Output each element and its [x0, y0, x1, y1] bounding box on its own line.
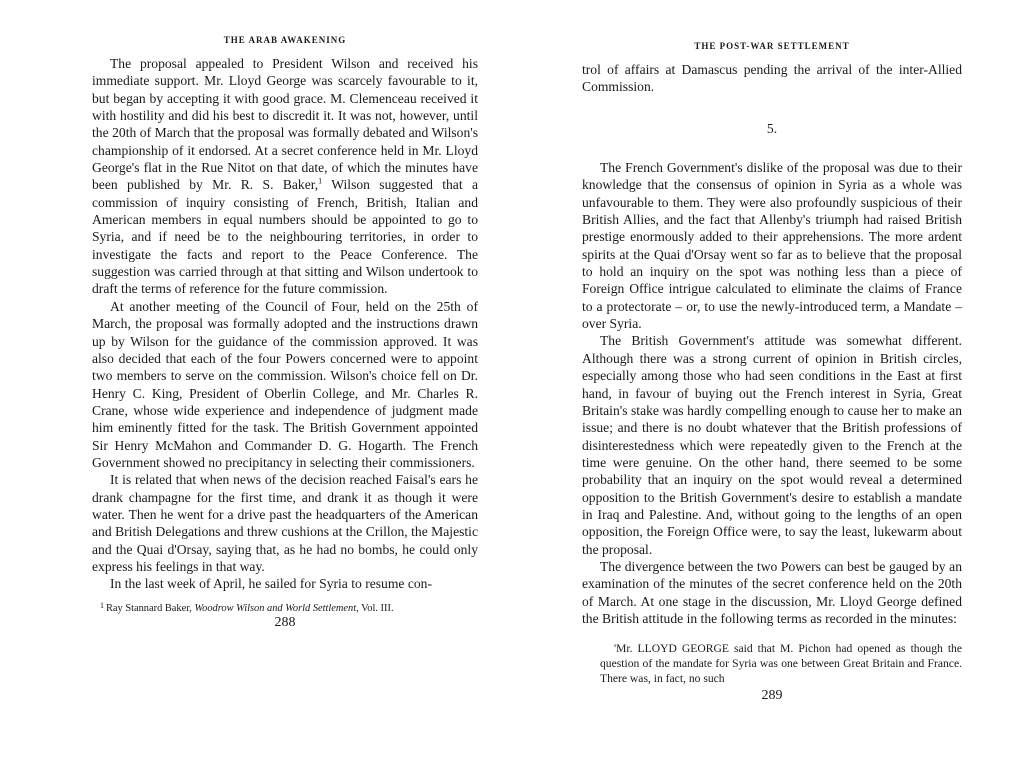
right-running-head: THE POST-WAR SETTLEMENT [694, 41, 850, 51]
right-continuation-paragraph: trol of affairs at Damascus pending the arrival of the inter-Allied Commission. [582, 62, 962, 95]
right-page-body [582, 61, 962, 627]
left-paragraph-1-text-b: Wilson suggested that a commission of inquiry consisting of French, British, Italian and American members in equal numbers should be appointed to go to Syria, and if need be to the neighbouring territories, in order to investigate the facts and report to the Peace Conference. The suggestion was carried through at that sitting and Wilson undertook to draft the terms of reference for the future commission. [92, 177, 478, 297]
left-running-head: THE ARAB AWAKENING [223, 35, 347, 45]
right-page [582, 0, 962, 704]
right-paragraph-2: The British Government's attitude was somewhat different. Although there was a strong current of opinion in British circles, especially among those who had seen conditions in the East at first hand, in favour of buying out the French interest in Syria, Great Britain's stake was hardly compelling enough to cause her to make an issue; and there is no doubt whatever that the British professions of disinterestedness which were repeatedly given to the French at the time were genuine. On the other hand, there seemed to be some probability that an inquiry on the spot would reveal a determined opposition to the British Government's desire to establish a mandate in Iraq and Palestine. And, without going to the lengths of an open opposition, the Foreign Office were, to say the least, lukewarm about the proposal. [582, 333, 962, 557]
left-paragraph-1 [92, 55, 478, 298]
left-page-body [92, 55, 478, 593]
footnote-author: Ray Stannard Baker, [106, 602, 195, 614]
left-paragraph-3: It is related that when news of the decision reached Faisal's ears he drank champagne for the first time, and drank it as though it were water. Then he went for a drive past the headquarters of the American and British Delegations and threw cushions at the Crillon, the Majestic and the Quai d'Orsay, saying that, as he had no bombs, he could only express his feelings in that way. [92, 472, 478, 574]
footnote-mark: 1 [100, 600, 104, 610]
footnote [92, 599, 478, 615]
left-paragraph-4: In the last week of April, he sailed for Syria to resume con- [110, 576, 433, 592]
left-page-number: 288 [274, 614, 296, 630]
footnote-volume: , Vol. III. [356, 602, 394, 614]
footnote-title: Woodrow Wilson and World Settlement [194, 602, 357, 614]
right-paragraph-3: The divergence between the two Powers can best be gauged by an examination of the minutes of the secret conference held on the 20th of March. At one stage in the discussion, Mr. Lloyd George defined the British attitude in the following terms as recorded in the minutes: [582, 558, 962, 626]
section-number: 5. [766, 120, 778, 136]
right-page-number: 289 [761, 688, 783, 704]
footnote-reference-mark: 1 [318, 176, 323, 186]
left-paragraph-1-text-a: The proposal appealed to President Wilson and received his immediate support. Mr. Lloyd George was scarcely favourable to it, but began by accepting it with good grace. M. Clemenceau received it with hostility and did his best to discredit it. It was not, however, until the 20th of March that the proposal was formally debated and Wilson's championship of it endorsed. At a secret conference held in Mr. Lloyd George's flat in the Rue Nitot on that date, of which the minutes have been published by Mr. R. S. Baker, [92, 56, 478, 193]
left-page [92, 0, 478, 631]
block-quote: 'Mr. LLOYD GEORGE said that M. Pichon had opened as though the question of the mandate for Syria was one between Great Britain and France. There was, in fact, no such [600, 642, 962, 686]
right-paragraph-1: The French Government's dislike of the proposal was due to their knowledge that the consensus of opinion in Syria as a whole was unfavourable to them. They were also profoundly suspicious of their British Allies, and the fact that Allenby's triumph had raised British prestige enormously added to their apprehensions. The more ardent spirits at the Quai d'Orsay went so far as to believe that the proposal to hold an inquiry on the spot was nothing less than a piece of Foreign Office intrigue calculated to eliminate the claims of France to a protectorate – or, to use the newly-introduced term, a Mandate – over Syria. [582, 160, 962, 332]
left-paragraph-2: At another meeting of the Council of Four, held on the 25th of March, the proposal was formally adopted and the instructions drawn up by Wilson for the guidance of the commission approved. It was also decided that each of the four Powers concerned were to appoint two members to serve on the commission. Wilson's choice fell on Dr. Henry C. King, President of Oberlin College, and Mr. Charles R. Crane, whose wide experience and independence of judgment made him eminently fitted for the task. The British Government appointed Sir Henry McMahon and Commander D. G. Hogarth. The French Government showed no precipitancy in selecting their commissioners. [92, 298, 478, 470]
